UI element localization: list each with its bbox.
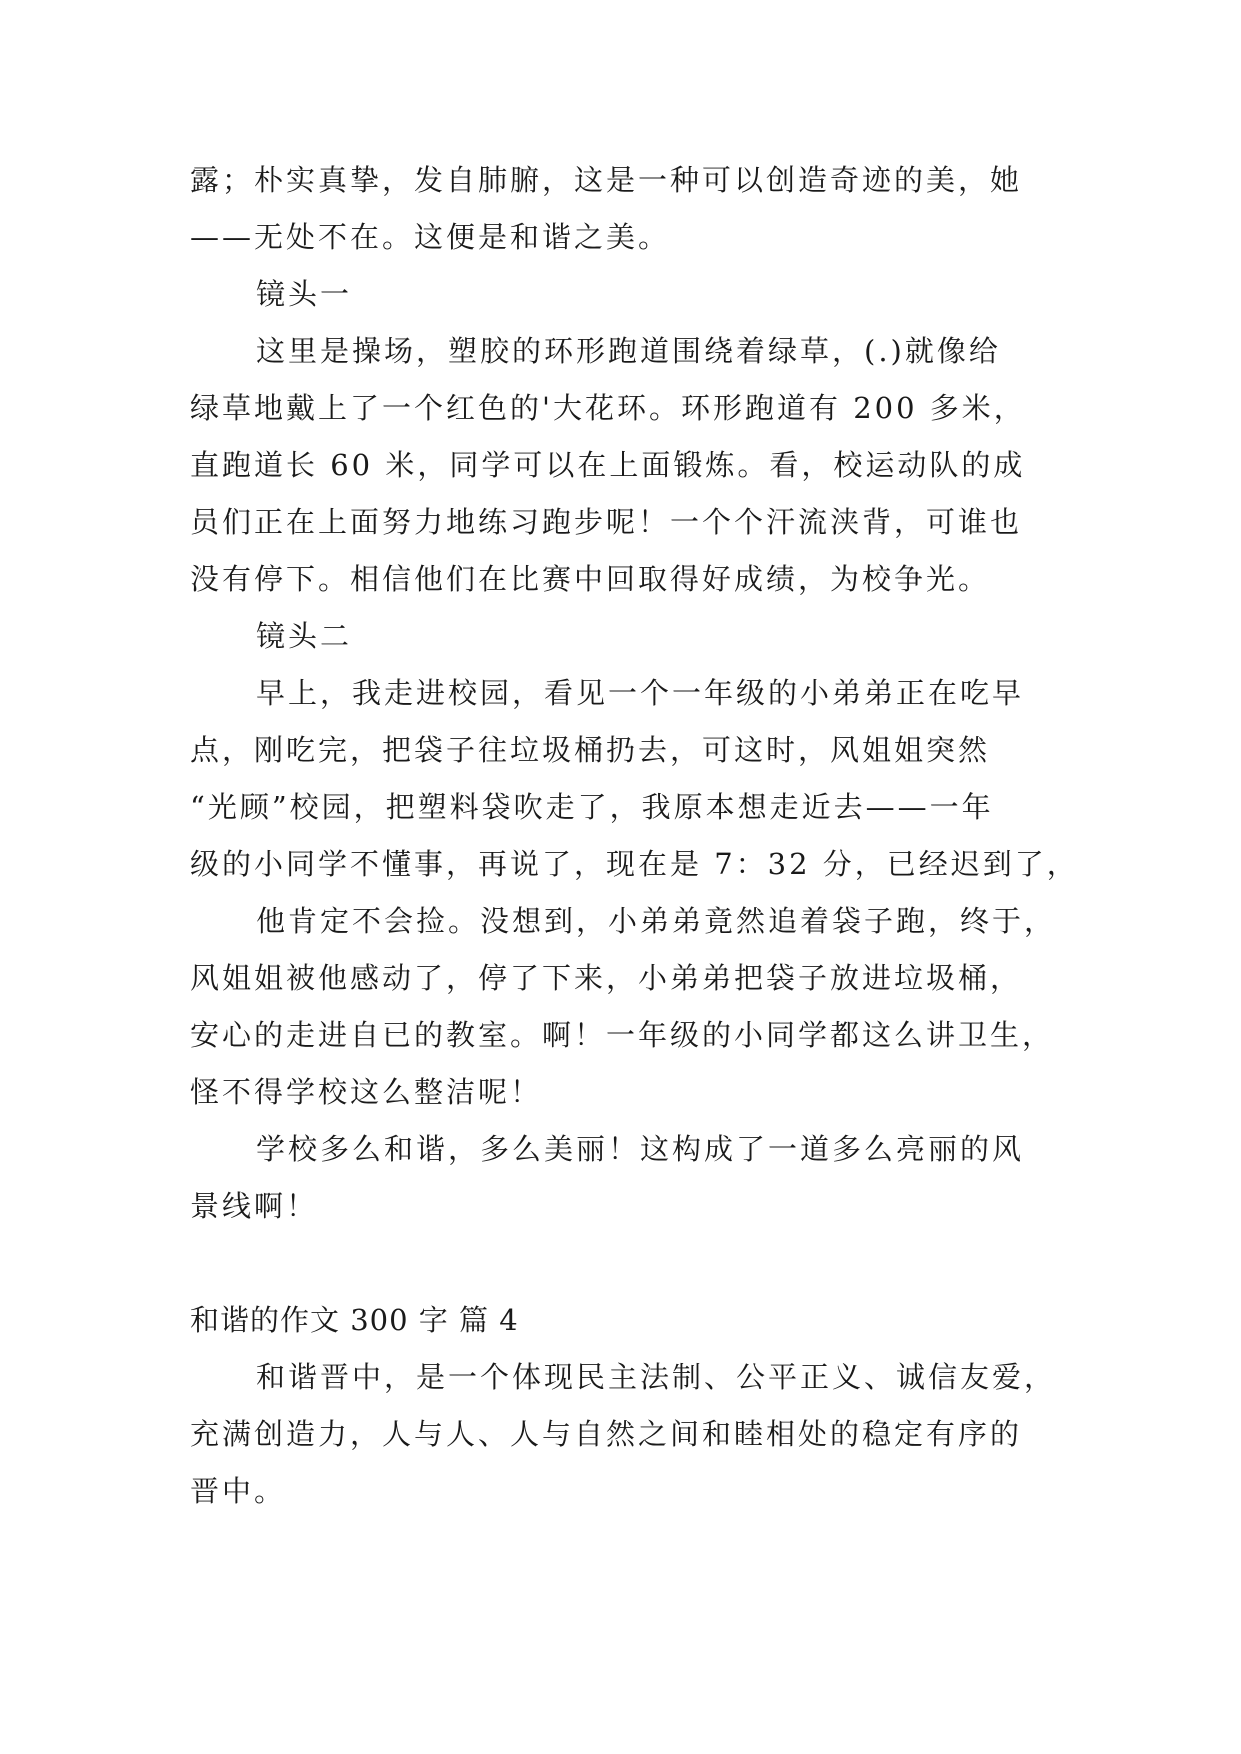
text-line: 露；朴实真挚，发自肺腑，这是一种可以创造奇迹的美，她	[190, 163, 1023, 197]
text-line: 学校多么和谐，多么美丽！这构成了一道多么亮丽的风	[256, 1132, 1025, 1166]
text-line: 怪不得学校这么整洁呢！	[190, 1075, 543, 1109]
text-line: 级的小同学不懂事，再说了，现在是 7：32 分，已经迟到了，	[190, 847, 1079, 881]
text-line: 和谐晋中，是一个体现民主法制、公平正义、诚信友爱，	[256, 1360, 1057, 1394]
text-line: 没有停下。相信他们在比赛中回取得好成绩，为校争光。	[190, 562, 991, 596]
section-gap	[190, 1235, 1050, 1292]
section-title-scene-2: 镜头二	[256, 619, 353, 653]
text-line: 风姐姐被他感动了，停了下来，小弟弟把袋子放进垃圾桶，	[190, 961, 1023, 995]
text-line: 早上，我走进校园，看见一个一年级的小弟弟正在吃早	[256, 676, 1025, 710]
text-line: 这里是操场，塑胶的环形跑道围绕着绿草，(.)就像给	[256, 334, 1001, 368]
text-line: 晋中。	[190, 1474, 287, 1508]
section-title-scene-1: 镜头一	[256, 277, 353, 311]
text-line: 员们正在上面努力地练习跑步呢！一个个汗流浃背，可谁也	[190, 505, 1023, 539]
text-line: 直跑道长 60 米，同学可以在上面锻炼。看，校运动队的成	[190, 448, 1026, 482]
text-line: 他肯定不会捡。没想到，小弟弟竟然追着袋子跑，终于，	[256, 904, 1057, 938]
text-line: 景线啊！	[190, 1189, 319, 1223]
document-page	[190, 152, 1079, 1520]
text-line: ——无处不在。这便是和谐之美。	[190, 220, 671, 254]
text-line: 点，刚吃完，把袋子往垃圾桶扔去，可这时，风姐姐突然	[190, 733, 991, 767]
text-line: “光顾”校园，把塑料袋吹走了，我原本想走近去——一年	[190, 790, 994, 824]
text-line: 绿草地戴上了一个红色的'大花环。环形跑道有 200 多米，	[190, 391, 1026, 425]
essay-heading: 和谐的作文 300 字 篇 4	[190, 1303, 519, 1337]
text-line: 安心的走进自已的教室。啊！一年级的小同学都这么讲卫生，	[190, 1018, 1055, 1052]
text-line: 充满创造力，人与人、人与自然之间和睦相处的稳定有序的	[190, 1417, 1023, 1451]
